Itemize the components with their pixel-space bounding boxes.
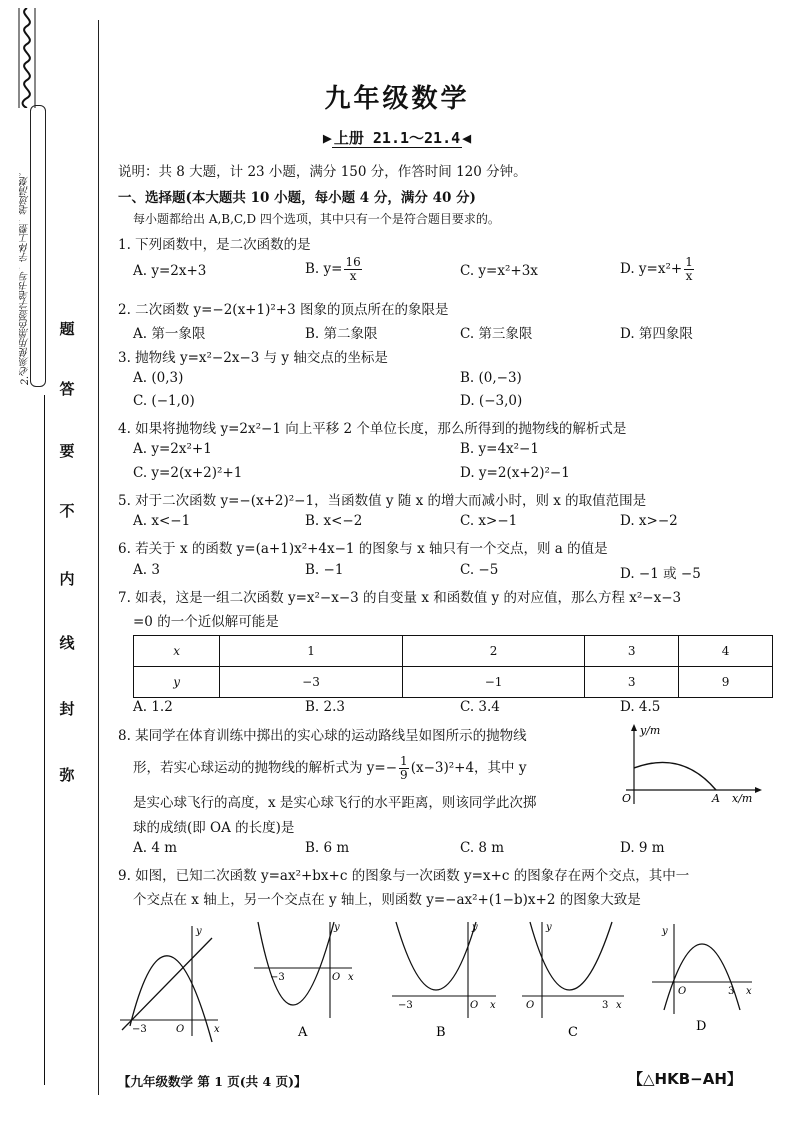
q5-option-b: B. x<−2 xyxy=(305,513,363,529)
table-cell: 4 xyxy=(679,636,773,667)
q9-given-graph xyxy=(120,926,220,1042)
q8-point-a-label: A xyxy=(712,792,720,805)
seal-char-2: 答 xyxy=(59,380,75,398)
q9-graph-b xyxy=(392,922,496,1040)
q9-c-origin-label: O xyxy=(526,1000,535,1011)
seal-char-8: 弥 xyxy=(59,766,75,784)
q9-graph-d xyxy=(652,924,752,1034)
q9-given-m3-label: −3 xyxy=(132,1024,147,1035)
q6-option-c: C. −5 xyxy=(460,562,499,578)
q6-option-a: A. 3 xyxy=(133,562,160,578)
q1-b-numerator: 16 xyxy=(345,255,361,269)
q3-option-c: C. (−1,0) xyxy=(133,393,195,409)
q7-option-d: D. 4.5 xyxy=(620,699,661,715)
q7-option-b: B. 2.3 xyxy=(305,699,345,715)
table-cell: −3 xyxy=(220,667,403,698)
q7-option-a: A. 1.2 xyxy=(133,699,173,715)
q8-option-d: D. 9 m xyxy=(620,840,665,856)
q5-stem: 5. 对于二次函数 y=−(x+2)²−1，当函数值 y 随 x 的增大而减小时，则 x 的取值范围是 xyxy=(118,493,647,509)
table-cell: 3 xyxy=(585,636,679,667)
binding-line xyxy=(44,395,45,1085)
q8-stem2-post: (x−3)²+4，其中 y xyxy=(410,760,527,776)
range-arrow-right-icon: ◀ xyxy=(462,129,472,147)
q8-origin-label: O xyxy=(622,792,632,805)
q8-y-arrow-icon xyxy=(631,724,637,731)
q8-trajectory-figure xyxy=(612,720,768,808)
page-footer-left: 【九年级数学 第 1 页(共 4 页)】 xyxy=(118,1074,307,1089)
q9-a-caption: A xyxy=(298,1025,308,1040)
q1-d-prefix: D. y=x²+ xyxy=(620,261,683,277)
q8-stem2-pre: 形，若实心球运动的抛物线的解析式为 y=− xyxy=(133,760,398,776)
q9-given-origin-label: O xyxy=(176,1024,185,1035)
q2-option-d: D. 第四象限 xyxy=(620,326,693,342)
section-note: 每小题都给出 A,B,C,D 四个选项，其中只有一个是符合题目要求的。 xyxy=(133,212,500,226)
q2-stem: 2. 二次函数 y=−2(x+1)²+3 图象的顶点所在的象限是 xyxy=(118,302,449,318)
q1-option-b xyxy=(305,256,364,283)
q8-y-label: y/m xyxy=(640,724,661,737)
q9-b-origin-label: O xyxy=(470,1000,479,1011)
q3-option-a: A. (0,3) xyxy=(133,370,184,386)
seal-char-1: 题 xyxy=(59,320,75,338)
page-title: 九年级数学 xyxy=(324,84,470,114)
q1-stem: 1. 下列函数中，是二次函数的是 xyxy=(118,237,311,253)
q9-b-parabola xyxy=(396,922,476,990)
seal-char-3: 要 xyxy=(59,442,75,460)
seal-char-6: 线 xyxy=(59,634,75,652)
q8-x-arrow-icon xyxy=(755,787,762,793)
q4-option-a: A. y=2x²+1 xyxy=(133,441,212,457)
q6-stem: 6. 若关于 x 的函数 y=(a+1)x²+4x−1 的图象与 x 轴只有一个交点，则 a 的值是 xyxy=(118,541,608,557)
chapter-range xyxy=(0,127,794,148)
q4-option-b: B. y=4x²−1 xyxy=(460,441,539,457)
q1-b-fraction xyxy=(344,256,361,283)
section-heading: 一、选择题(本大题共 10 小题，每小题 4 分，满分 40 分) xyxy=(118,190,476,206)
seal-char-4: 不 xyxy=(59,502,75,520)
q9-b-x-label: x xyxy=(490,1000,496,1011)
q9-stem-line1: 9. 如图，已知二次函数 y=ax²+bx+c 的图象与一次函数 y=x+c 的图象存在两个交点，其中一 xyxy=(118,868,690,884)
q1-option-d xyxy=(620,256,696,283)
q9-graph-c xyxy=(522,922,624,1040)
table-cell: 9 xyxy=(679,667,773,698)
q4-stem: 4. 如果将抛物线 y=2x²−1 向上平移 2 个单位长度，那么所得到的抛物线的解析式是 xyxy=(118,421,627,437)
q8-frac-num: 1 xyxy=(400,754,408,768)
q9-d-y-label: y xyxy=(662,926,668,937)
q1-d-denominator: x xyxy=(685,269,693,283)
q3-option-b: B. (0,−3) xyxy=(460,370,522,386)
q2-option-a: A. 第一象限 xyxy=(133,326,206,342)
seal-char-5: 内 xyxy=(59,570,75,588)
q3-option-d: D. (−3,0) xyxy=(460,393,523,409)
margin-rule xyxy=(98,20,99,1095)
q1-option-c: C. y=x²+3x xyxy=(460,263,538,279)
q9-c-y-label: y xyxy=(546,922,552,933)
range-arrow-left-icon: ▶ xyxy=(322,129,332,147)
q9-d-p3-label: 3 xyxy=(728,986,735,997)
q6-option-b: B. −1 xyxy=(305,562,344,578)
q9-b-m3-label: −3 xyxy=(398,1000,413,1011)
q9-a-x-label: x xyxy=(348,972,354,983)
q8-fraction xyxy=(399,755,409,782)
table-header-x: x xyxy=(134,636,220,667)
q8-option-c: C. 8 m xyxy=(460,840,505,856)
q8-x-label: x/m xyxy=(732,792,753,805)
q9-d-parabola xyxy=(664,944,740,1010)
range-text: 上册 21.1～21.4 xyxy=(333,129,461,147)
q5-option-d: D. x>−2 xyxy=(620,513,678,529)
q8-option-a: A. 4 m xyxy=(133,840,178,856)
table-cell: 3 xyxy=(585,667,679,698)
q8-option-b: B. 6 m xyxy=(305,840,350,856)
q8-trajectory-curve xyxy=(634,762,716,790)
q9-stem-line2: 个交点在 x 轴上，另一个交点在 y 轴上，则函数 y=−ax²+(1−b)x+2 的图象大致是 xyxy=(133,892,641,908)
q9-b-caption: B xyxy=(436,1025,446,1040)
q8-stem-line1: 8. 某同学在体育训练中掷出的实心球的运动路线呈如图所示的抛物线 xyxy=(118,728,527,744)
q6-option-d: D. −1 或 −5 xyxy=(620,566,701,582)
table-row-x xyxy=(134,636,773,667)
q2-option-c: C. 第三象限 xyxy=(460,326,533,342)
exam-instructions: 说明：共 8 大题，计 23 小题，满分 150 分，作答时间 120 分钟。 xyxy=(118,164,527,180)
table-cell: −1 xyxy=(402,667,585,698)
q2-option-b: B. 第二象限 xyxy=(305,326,378,342)
q7-stem-line2: =0 的一个近似解可能是 xyxy=(133,614,279,630)
q8-stem-line2 xyxy=(133,755,526,782)
q9-a-y-label: y xyxy=(334,922,340,933)
q9-a-origin-label: O xyxy=(332,972,341,983)
q9-c-x-label: x xyxy=(616,1000,622,1011)
q9-d-caption: D xyxy=(696,1019,707,1034)
q9-given-x-label: x xyxy=(214,1024,220,1035)
seal-char-7: 封 xyxy=(59,700,75,718)
q1-d-numerator: 1 xyxy=(685,255,693,269)
q4-option-c: C. y=2(x+2)²+1 xyxy=(133,465,243,481)
q9-figures xyxy=(112,918,772,1048)
q1-option-a: A. y=2x+3 xyxy=(133,263,207,279)
q9-graph-a xyxy=(254,922,354,1040)
q8-stem-line3: 是实心球飞行的高度，x 是实心球飞行的水平距离，则该同学此次掷 xyxy=(133,795,537,811)
q3-stem: 3. 抛物线 y=x²−2x−3 与 y 轴交点的坐标是 xyxy=(118,350,388,366)
q5-option-a: A. x<−1 xyxy=(133,513,191,529)
q7-stem-line1: 7. 如表，这是一组二次函数 y=x²−x−3 的自变量 x 和函数值 y 的对应值，那么方程 x²−x−3 xyxy=(118,590,682,606)
table-cell: 2 xyxy=(402,636,585,667)
binding-note: 2.必须使用黑色签字笔书写，字体工整，笔迹清楚。 xyxy=(20,167,31,385)
q7-option-c: C. 3.4 xyxy=(460,699,500,715)
q9-given-line xyxy=(122,938,212,1030)
page-footer-right: 【△HKB−AH】 xyxy=(628,1070,742,1088)
q9-a-m3-label: −3 xyxy=(270,972,285,983)
q1-b-denominator: x xyxy=(349,269,357,283)
q4-option-d: D. y=2(x+2)²−1 xyxy=(460,465,570,481)
q5-option-c: C. x>−1 xyxy=(460,513,518,529)
q9-d-origin-label: O xyxy=(678,986,687,997)
q9-d-x-label: x xyxy=(746,986,752,997)
table-row-y xyxy=(134,667,773,698)
q9-given-y-label: y xyxy=(196,926,202,937)
q9-a-parabola xyxy=(258,922,334,1005)
q8-stem-line4: 球的成绩(即 OA 的长度)是 xyxy=(133,820,295,836)
q1-b-prefix: B. y= xyxy=(305,261,343,277)
table-cell: 1 xyxy=(220,636,403,667)
q1-d-fraction xyxy=(684,256,694,283)
table-header-y: y xyxy=(134,667,220,698)
q9-c-caption: C xyxy=(568,1025,578,1040)
q8-frac-den: 9 xyxy=(400,768,408,782)
q7-value-table xyxy=(133,635,773,698)
q9-b-y-label: y xyxy=(472,922,478,933)
q9-c-p3-label: 3 xyxy=(602,1000,609,1011)
